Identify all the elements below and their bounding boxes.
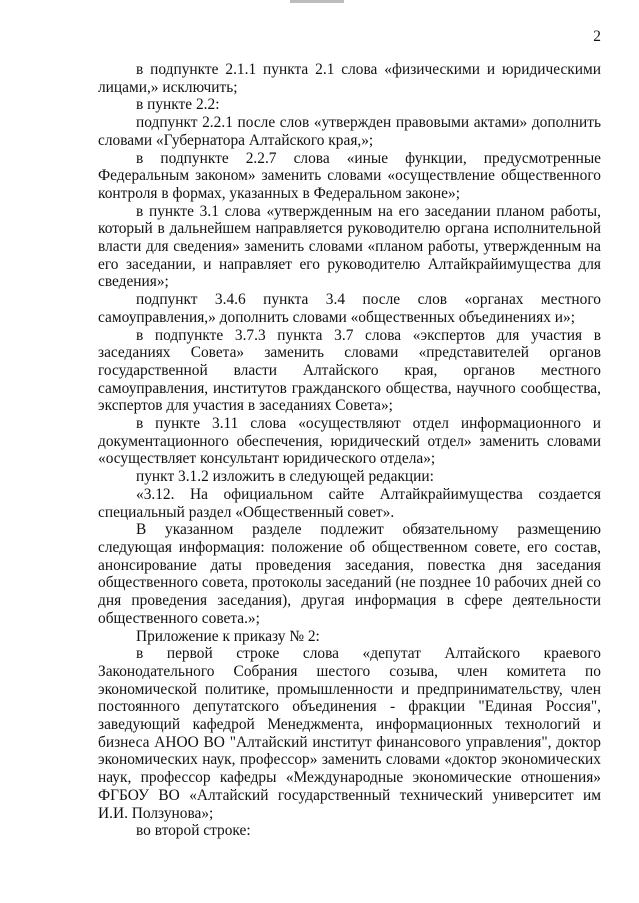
page-number: 2 xyxy=(593,28,601,45)
paragraph: пункт 3.1.2 изложить в следующей редакции: xyxy=(136,468,434,486)
paragraph: во второй строке: xyxy=(136,822,251,840)
paragraph: подпункт 2.2.1 после слов «утвержден правовыми актами» дополнить словами «Губернатора Алтайского края,»; xyxy=(98,114,601,149)
paragraph: Приложение к приказу № 2: xyxy=(136,627,320,645)
paragraph: в пункте 3.1 слова «утвержденным на его заседании планом работы, который в дальнейшем направляется руководителю органа исполнительной власти для сведения» заменить словами «планом работы, утвержденным на его заседании, и направляет его руководителю Алтайкрайимущества для сведения»; xyxy=(98,202,601,291)
paragraph: в первой строке слова «депутат Алтайского краевого Законодательного Собрания шестого созыва, член комитета по экономической политике, промышленности и предпринимательству, член постоянного депутатского объединения - фракции "Единая Россия", заведующий кафедрой Менеджмента, информационных технологий и бизнеса АНОО ВО "Алтайский институт финансового управления", доктор экономических наук, профессор» заменить словами «доктор экономических наук, профессор кафедры «Международные экономические отношения» ФГБОУ ВО «Алтайский государственный технический университет им И.И. Ползунова»; xyxy=(98,645,601,822)
paragraph: в пункте 2.2: xyxy=(136,96,220,114)
document-body xyxy=(98,61,601,840)
paragraph: в пункте 3.11 слова «осуществляют отдел информационного и документационного обеспечения, юридический отдел» заменить словами «осуществляет консультант юридического отдела»; xyxy=(98,415,601,468)
top-edge-mark xyxy=(290,0,344,3)
paragraph: подпункт 3.4.6 пункта 3.4 после слов «органах местного самоуправления,» дополнить словами «общественных объединениях и»; xyxy=(98,291,601,326)
paragraph: В указанном разделе подлежит обязательному размещению следующая информация: положение об общественном совете, его состав, анонсирование даты проведения заседания, повестка дня заседания общественного совета, протоколы заседаний (не позднее 10 рабочих дней со дня проведения заседания), другая информация в сфере деятельности общественного совета.»; xyxy=(98,521,601,627)
paragraph: в подпункте 3.7.3 пункта 3.7 слова «экспертов для участия в заседаниях Совета» заменить словами «представителей органов государственной власти Алтайского края, органов местного самоуправления, институтов гражданского общества, научного сообщества, экспертов для участия в заседаниях Совета»; xyxy=(98,326,601,415)
paragraph: «3.12. На официальном сайте Алтайкрайимущества создается специальный раздел «Общественный совет». xyxy=(98,485,601,521)
paragraph: в подпункте 2.2.7 слова «иные функции, предусмотренные Федеральным законом» заменить словами «осуществление общественного контроля в формах, указанных в Федеральном законе»; xyxy=(98,149,601,202)
paragraph: в подпункте 2.1.1 пункта 2.1 слова «физическими и юридическими лицами,» исключить; xyxy=(98,61,601,96)
